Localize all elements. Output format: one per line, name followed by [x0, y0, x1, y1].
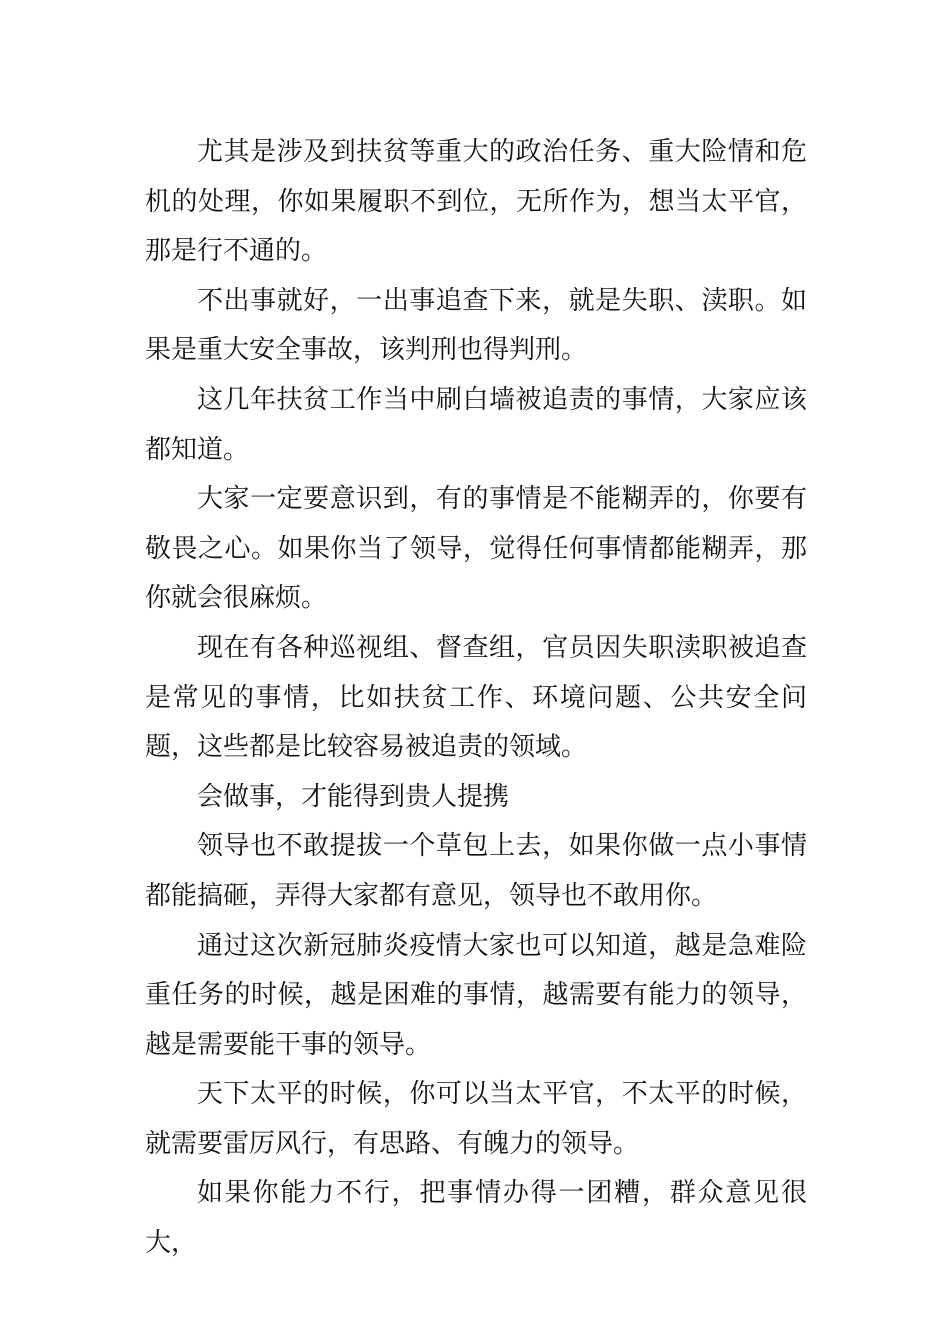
- paragraph-6: 领导也不敢提拔一个草包上去，如果你做一点小事情都能搞砸，弄得大家都有意见，领导也不敢用你。: [145, 831, 807, 911]
- document-body: [145, 128, 807, 1269]
- paragraph-1: 尤其是涉及到扶贫等重大的政治任务、重大险情和危机的处理，你如果履职不到位，无所作为，想当太平官，那是行不通的。: [145, 137, 807, 267]
- section-heading: 会做事，才能得到贵人提携: [197, 781, 510, 812]
- paragraph-4: 大家一定要意识到，有的事情是不能糊弄的，你要有敬畏之心。如果你当了领导，觉得任何事情都能糊弄，那你就会很麻烦。: [145, 484, 807, 614]
- paragraph-2: 不出事就好，一出事追查下来，就是失职、渎职。如果是重大安全事故，该判刑也得判刑。: [145, 285, 807, 366]
- paragraph-7: 通过这次新冠肺炎疫情大家也可以知道，越是急难险重任务的时候，越是困难的事情，越需要有能力的领导，越是需要能干事的领导。: [145, 930, 807, 1060]
- paragraph-9: 如果你能力不行，把事情办得一团糟，群众意见很大，: [145, 1178, 807, 1259]
- paragraph-5: 现在有各种巡视组、督查组，官员因失职渎职被追查是常见的事情，比如扶贫工作、环境问题、公共安全问题，这些都是比较容易被追责的领域。: [145, 632, 807, 763]
- paragraph-8: 天下太平的时候，你可以当太平官，不太平的时候，就需要雷厉风行，有思路、有魄力的领导。: [145, 1079, 807, 1159]
- paragraph-3: 这几年扶贫工作当中刷白墙被追责的事情，大家应该都知道。: [145, 384, 807, 465]
